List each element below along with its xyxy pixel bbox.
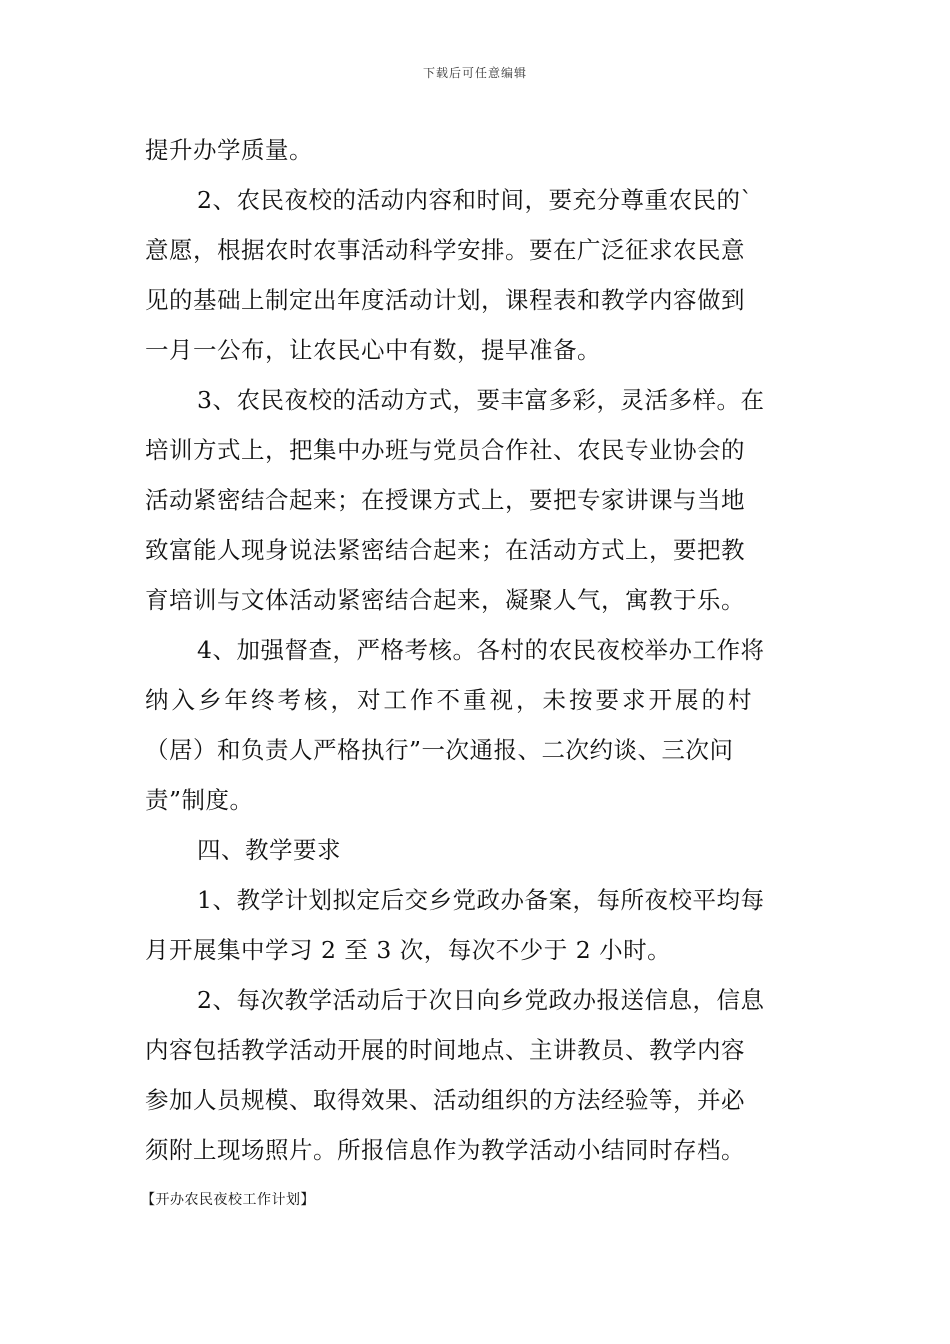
text-line: 见的基础上制定出年度活动计划，课程表和教学内容做到 [145,286,745,314]
text-line: 须附上现场照片。所报信息作为教学活动小结同时存档。 [145,1136,745,1164]
text-line: 4、加强督查，严格考核。各村的农民夜校举办工作将 [197,636,765,664]
text-line: 意愿，根据农时农事活动科学安排。要在广泛征求农民意 [145,236,745,264]
text-line: 3、农民夜校的活动方式，要丰富多彩，灵活多样。在 [197,386,765,414]
section-heading: 四、教学要求 [197,836,341,864]
text-line: 一月一公布，让农民心中有数，提早准备。 [145,336,601,364]
text-line: 纳入乡年终考核，对工作不重视，未按要求开展的村 [145,686,755,714]
text-line: 育培训与文体活动紧密结合起来，凝聚人气，寓教于乐。 [145,586,745,614]
text-line: 2、每次教学活动后于次日向乡党政办报送信息，信息 [197,986,765,1014]
text-line: 月开展集中学习 2 至 3 次，每次不少于 2 小时。 [145,936,672,964]
page-header: 下载后可任意编辑 [422,66,527,80]
text-line: 1、教学计划拟定后交乡党政办备案，每所夜校平均每 [197,886,765,914]
text-line: 2、农民夜校的活动内容和时间，要充分尊重农民的` [197,186,753,214]
text-line: 致富能人现身说法紧密结合起来；在活动方式上，要把教 [145,536,745,564]
text-line: （居）和负责人严格执行”一次通报、二次约谈、三次问 [145,736,734,764]
text-line: 活动紧密结合起来；在授课方式上，要把专家讲课与当地 [145,486,745,514]
document-title-bracket: 【开办农民夜校工作计划】 [141,1192,315,1208]
text-line: 提升办学质量。 [145,136,313,164]
document-body [141,125,807,1225]
text-line: 培训方式上，把集中办班与党员合作社、农民专业协会的 [145,436,745,464]
text-line: 内容包括教学活动开展的时间地点、主讲教员、教学内容 [145,1036,745,1064]
text-line: 责”制度。 [145,786,254,814]
text-line: 参加人员规模、取得效果、活动组织的方法经验等，并必 [145,1086,745,1114]
